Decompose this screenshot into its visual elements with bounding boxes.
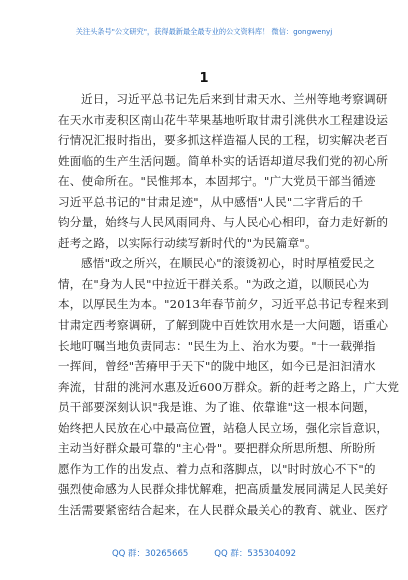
body-line: 主动当好群众最可靠的"主心骨"。要把群众所思所想、所盼所 (58, 441, 376, 456)
footer-qq-left: QQ 群：30265665 (111, 549, 189, 559)
body-line: 在天水市麦积区南山花牛苹果基地听取甘肃引洮供水工程建设运 (58, 112, 389, 127)
footer (0, 547, 408, 559)
body-line: 长地叮嘱当地负责同志："民生为上、治水为要。"十一载弹指 (58, 338, 376, 353)
body-line: 在、使命所在。"民惟邦本，本固邦宁。"广大党员干部当循迹 (58, 174, 376, 189)
body-line: 情，在"身为人民"中拉近干群关系。"为政之道，以顺民心为 (58, 276, 370, 291)
body-line: 赶考之路，以实际行动续写新时代的"为民篇章"。 (58, 235, 317, 250)
body-line: 行情况汇报时指出，要多抓这样造福人民的工程，切实解决老百 (58, 133, 389, 148)
body-line: 一挥间，曾经"苦瘠甲于天下"的陇中地区，如今已是汩汩清水 (58, 359, 376, 374)
body-line: 姓面临的生产生活问题。简单朴实的话语却道尽我们党的初心所 (58, 153, 389, 168)
body-line: 本，以厚民生为本。"2013年春节前夕，习近平总书记专程来到 (58, 297, 389, 312)
body-line: 甘肃定西考察调研，了解到陇中百姓饮用水是一大问题，语重心 (58, 318, 389, 333)
body-line: 奔流，甘甜的洮河水惠及近600万群众。新的赶考之路上，广大党 (58, 379, 400, 394)
body-line: 愿作为工作的出发点、着力点和落脚点，以"时时放心不下"的 (58, 461, 376, 476)
body-line: 始终把人民放在心中最高位置，站稳人民立场，强化宗旨意识， (58, 420, 389, 435)
body-line: 钧分量，始终与人民风雨同舟、与人民心心相印，奋力走好新的 (58, 215, 389, 230)
body-line: 员干部要深刻认识"我是谁、为了谁、依靠谁"这一根本问题， (58, 400, 376, 415)
page-number: 1 (199, 71, 209, 86)
body-line: 近日，习近平总书记先后来到甘肃天水、兰州等地考察调研 (81, 92, 388, 106)
footer-qq-right: QQ 群：535304092 (214, 549, 297, 559)
body-line: 强烈使命感为人民群众排忧解难，把高质量发展同满足人民美好 (58, 482, 389, 497)
body-line: 习近平总书记的"甘肃足迹"，从中感悟"人民"二字背后的千 (58, 194, 364, 209)
header-banner: 关注头条号"公文研究"，获得最新最全最专业的公文资料库！ 微信：gongwenyj (75, 27, 333, 36)
body-text (58, 89, 400, 520)
body-line: 生活需要紧密结合起来，在人民群众最关心的教育、就业、医疗 (58, 502, 389, 517)
body-line: 感悟"政之所兴，在顺民心"的滚烫初心，时时厚植爱民之 (81, 256, 376, 271)
